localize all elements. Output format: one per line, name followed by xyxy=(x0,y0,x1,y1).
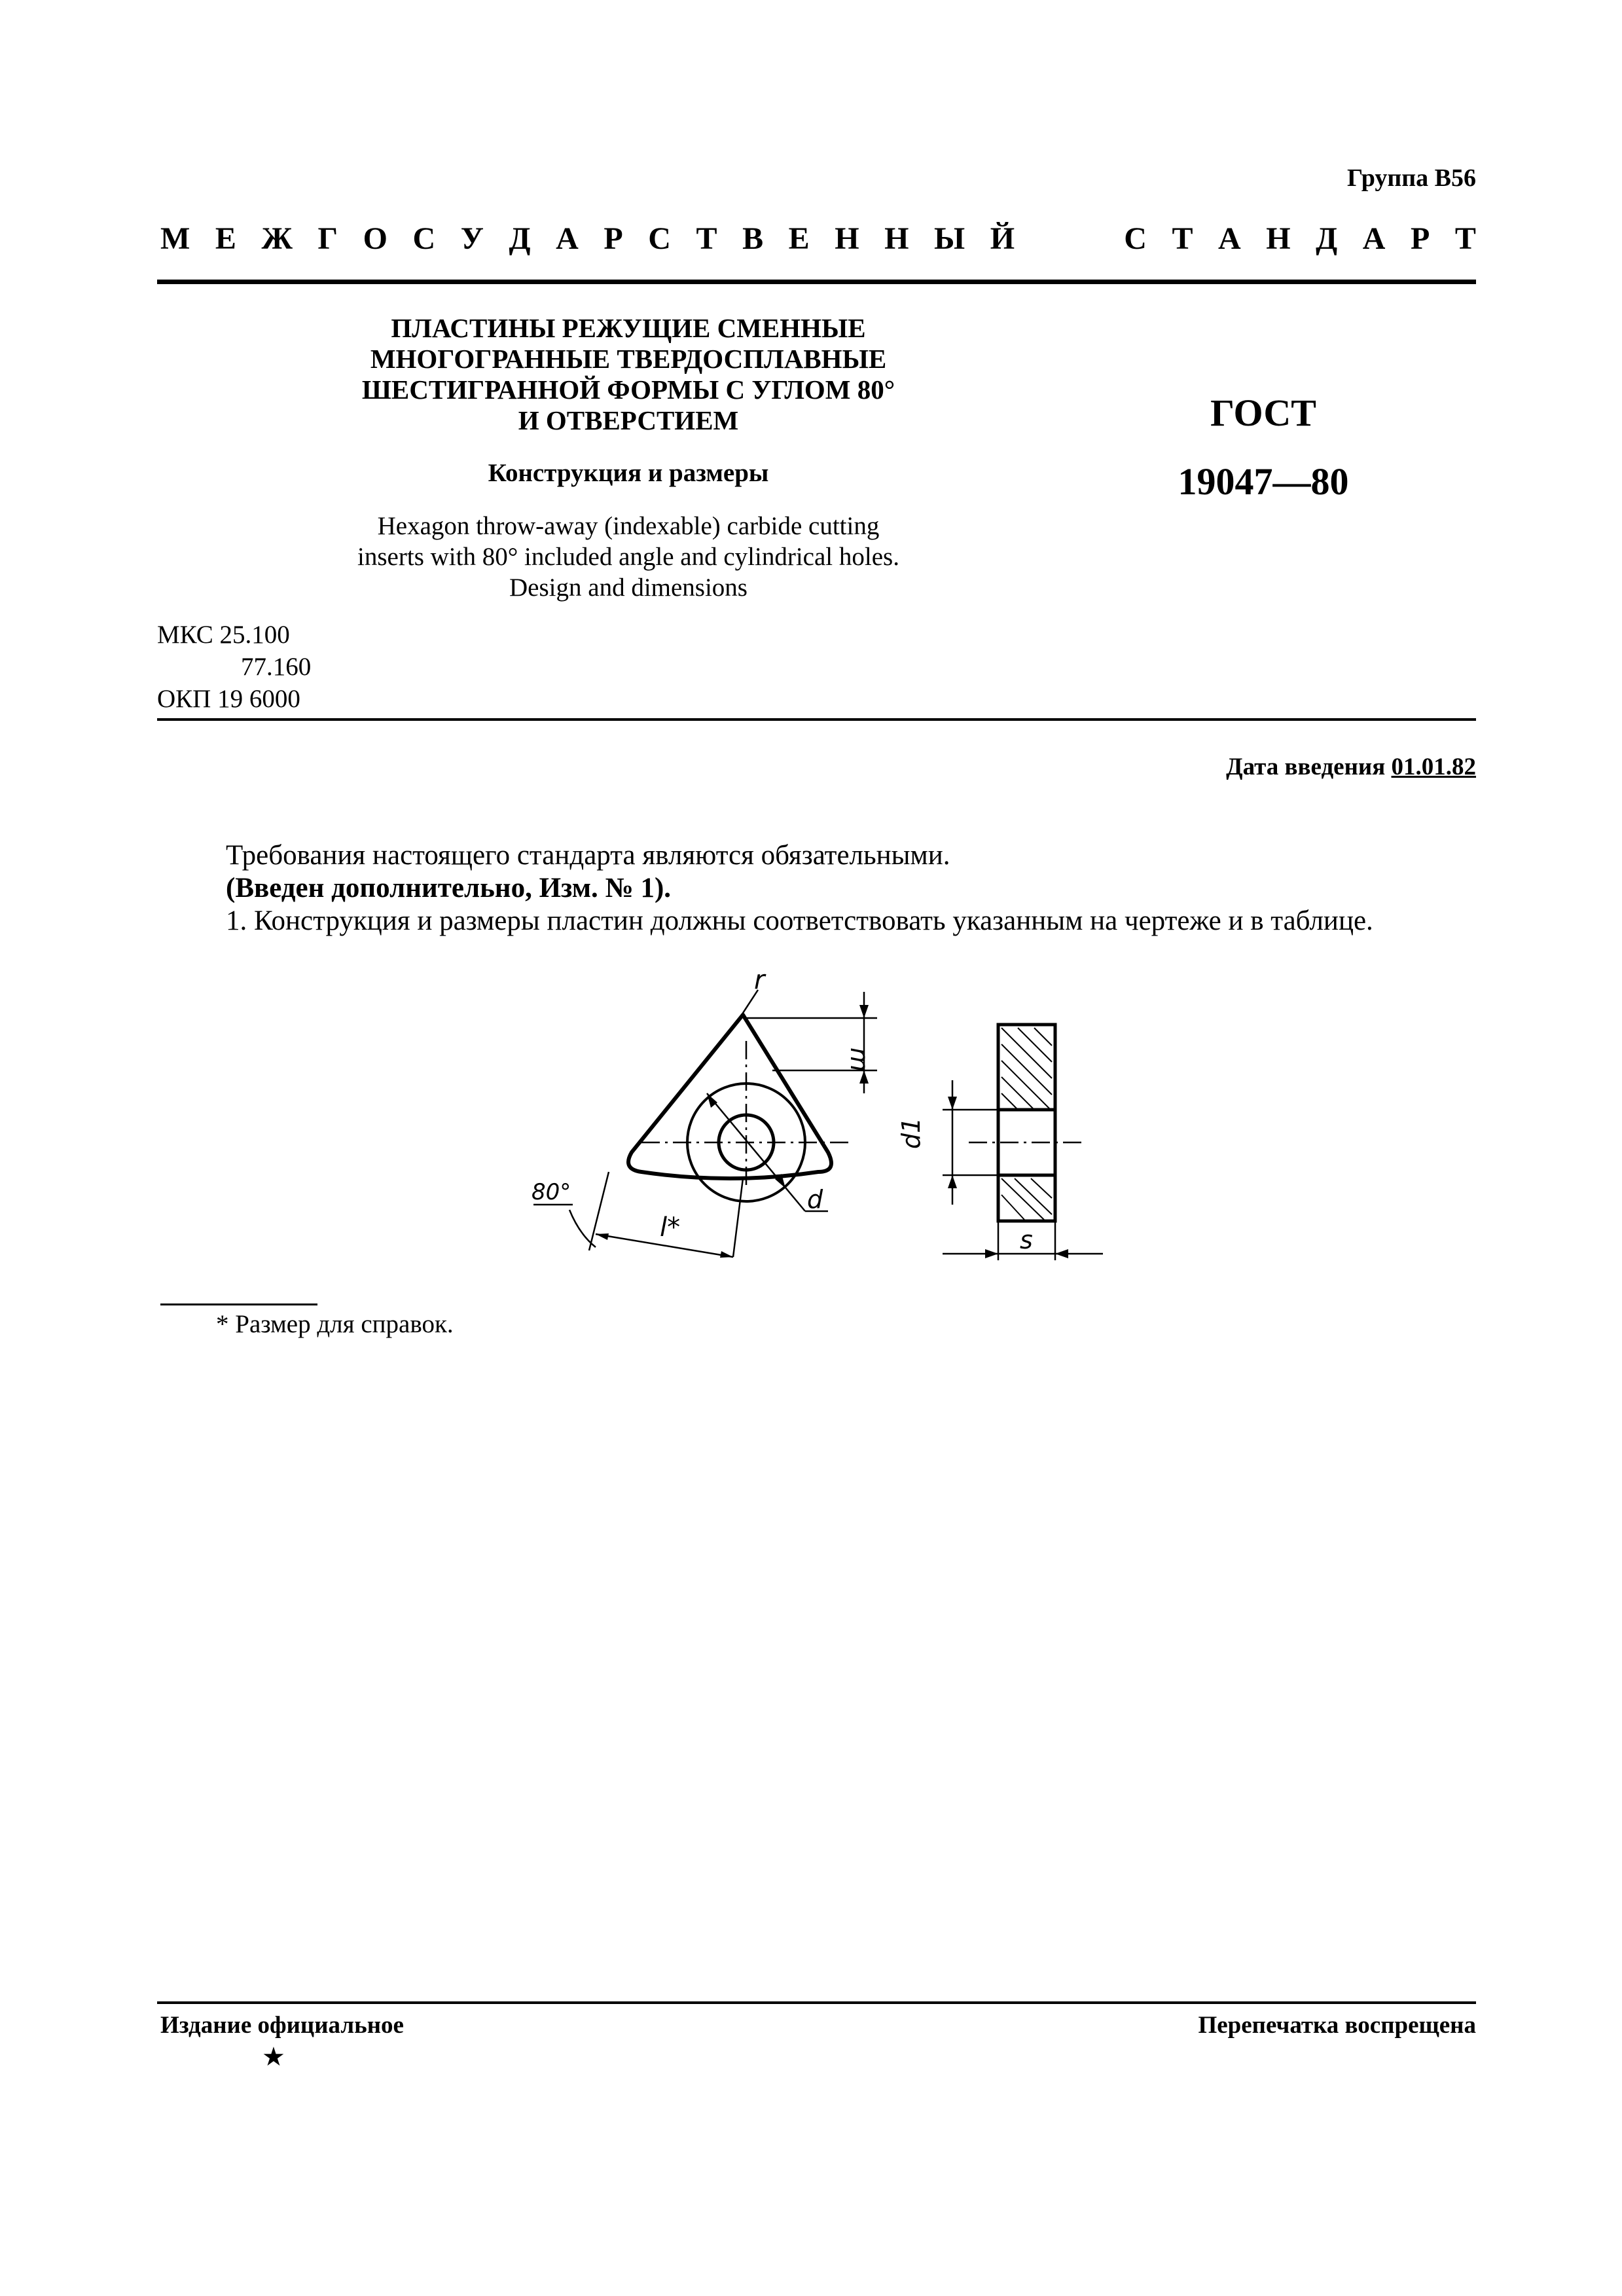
heading-letter: С xyxy=(648,221,671,256)
mks-code-2: 77.160 xyxy=(241,653,312,681)
side-view-bottom-section xyxy=(998,1175,1055,1221)
english-title-line-1: Hexagon throw-away (indexable) carbide cutting xyxy=(377,512,880,540)
heading-letter: Й xyxy=(990,221,1015,256)
heading-letter: Р xyxy=(604,221,623,256)
title-line-1: ПЛАСТИНЫ РЕЖУЩИЕ СМЕННЫЕ xyxy=(391,313,866,343)
english-title xyxy=(288,511,969,603)
heading-letter: Н xyxy=(884,221,909,256)
d-dimension-label: d xyxy=(807,1185,823,1214)
date-value: 01.01.82 xyxy=(1391,754,1476,780)
heading-letter: Г xyxy=(317,221,338,256)
english-title-line-2: inserts with 80° included angle and cylindrical holes. xyxy=(357,543,899,571)
footer-rule xyxy=(157,2001,1476,2004)
interstate-standard-heading xyxy=(160,221,1476,257)
footnote-rule xyxy=(160,1303,317,1305)
section-hatching xyxy=(1001,1028,1052,1220)
heading-letter: Ж xyxy=(261,221,293,256)
title-line-3: ШЕСТИГРАННОЙ ФОРМЫ С УГЛОМ 80° xyxy=(361,374,895,405)
reprint-prohibited: Перепечатка воспрещена xyxy=(1198,2012,1476,2039)
heading-letter: Д xyxy=(1316,221,1338,256)
heading-letter: Н xyxy=(835,221,859,256)
document-title xyxy=(288,313,969,436)
l-dimension-label: l* xyxy=(660,1212,681,1243)
heading-letter: А xyxy=(1218,221,1241,256)
heading-letter: У xyxy=(460,221,484,256)
introduction-date xyxy=(1226,753,1476,781)
insert-outline xyxy=(628,1015,831,1178)
heading-letter: А xyxy=(556,221,579,256)
word-gap xyxy=(1040,221,1099,257)
heading-letter: Р xyxy=(1410,221,1430,256)
okp-code: ОКП 19 6000 xyxy=(157,685,300,713)
heading-letter: Т xyxy=(1172,221,1193,256)
clause-1: 1. Конструкция и размеры пластин должны соответствовать указанным на чертеже и в таблице. xyxy=(226,905,1373,936)
codes-rule xyxy=(157,718,1476,721)
radius-label: r xyxy=(754,965,765,995)
date-label: Дата введения xyxy=(1226,754,1386,780)
heading-letter: А xyxy=(1362,221,1386,256)
mks-code-1: МКС 25.100 xyxy=(157,621,290,649)
d1-dimension-label: d1 xyxy=(897,1117,926,1149)
heading-letter: М xyxy=(160,221,190,256)
s-dimension-label: s xyxy=(1020,1226,1033,1254)
classification-codes xyxy=(157,619,311,715)
insert-drawing xyxy=(511,962,1119,1277)
star-mark: ★ xyxy=(262,2042,285,2071)
heading-letter: О xyxy=(363,221,387,256)
official-edition: Издание официальное xyxy=(160,2012,404,2039)
heading-letter: В xyxy=(742,221,764,256)
angle-label: 80° xyxy=(532,1179,571,1205)
header-rule xyxy=(157,280,1476,284)
heading-letter: Д xyxy=(509,221,531,256)
document-subtitle: Конструкция и размеры xyxy=(488,459,769,487)
gost-label: ГОСТ xyxy=(1210,392,1316,434)
gost-number: 19047—80 xyxy=(1178,460,1349,503)
heading-letter: Н xyxy=(1266,221,1291,256)
gost-designation xyxy=(1113,378,1414,516)
heading-letter: Е xyxy=(215,221,236,256)
title-line-2: МНОГОГРАННЫЕ ТВЕРДОСПЛАВНЫЕ xyxy=(370,344,887,374)
heading-letter: Т xyxy=(1454,221,1476,256)
amendment-note: (Введен дополнительно, Изм. № 1). xyxy=(226,873,672,903)
heading-letter: С xyxy=(1124,221,1147,256)
footnote: * Размер для справок. xyxy=(216,1310,454,1338)
heading-letter: Е xyxy=(788,221,810,256)
heading-letter: Ы xyxy=(934,221,965,256)
title-line-4: И ОТВЕРСТИЕМ xyxy=(518,405,739,435)
requirements-text: Требования настоящего стандарта являются обязательными. xyxy=(226,840,950,871)
group-code: Группа В56 xyxy=(1346,164,1476,192)
heading-letter: Т xyxy=(696,221,717,256)
english-title-line-3: Design and dimensions xyxy=(509,574,748,602)
heading-letter: С xyxy=(412,221,436,256)
m-dimension-label: m xyxy=(845,1048,874,1072)
